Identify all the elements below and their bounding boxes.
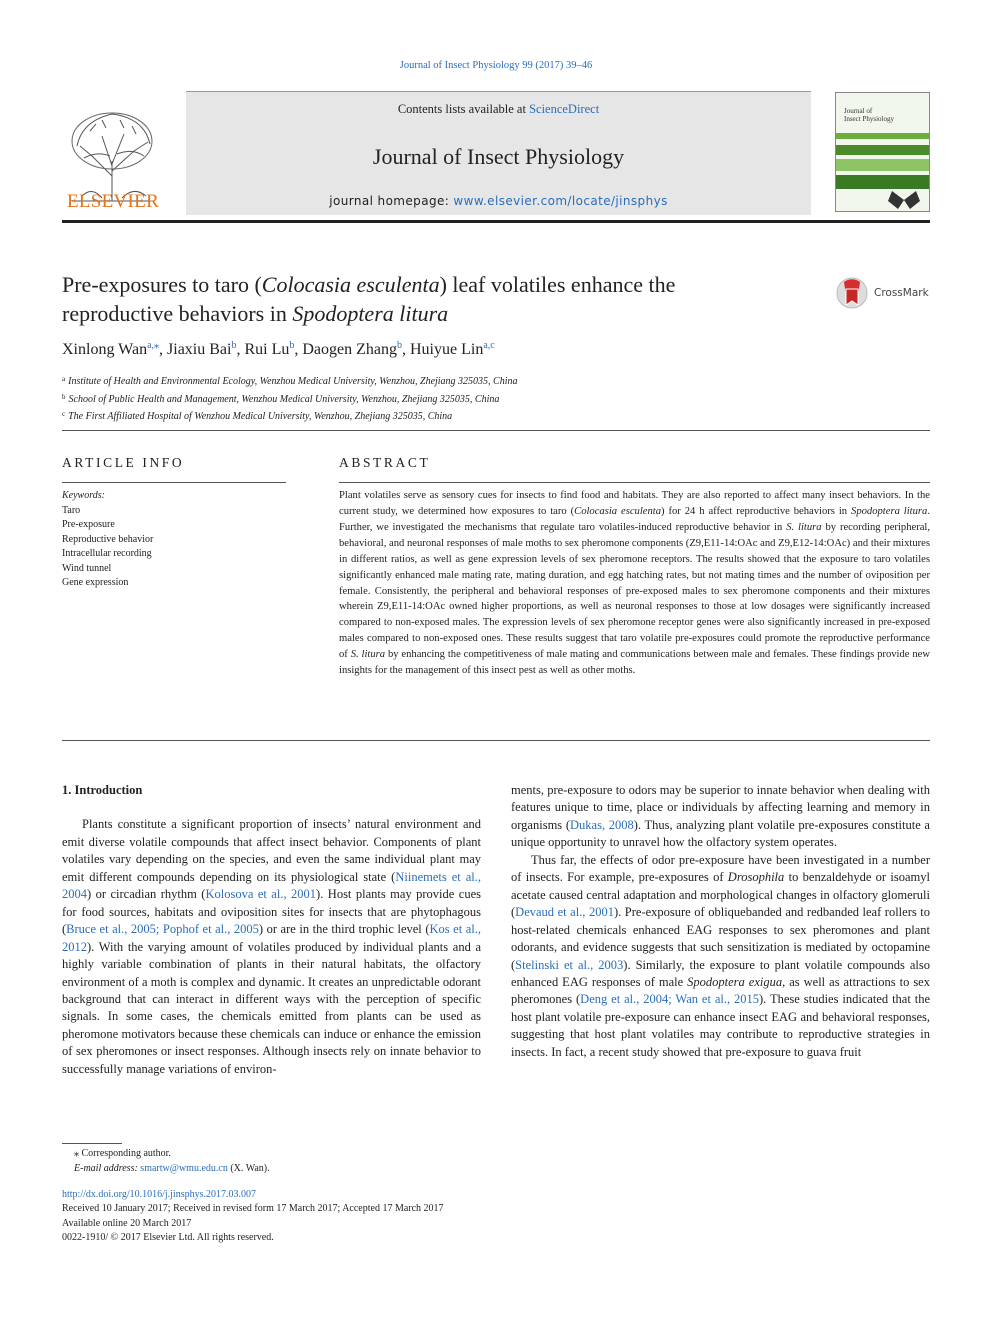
- author-separator: ,: [236, 341, 245, 358]
- introduction-text-right: [511, 782, 930, 1061]
- body-text: ments, pre-exposure to odors may be superior to innate behavior when dealing with features unique to time, place or individuals by affecting learning and memory in organisms (: [511, 783, 930, 832]
- author-email-link[interactable]: smartw@wmu.edu.cn: [140, 1163, 228, 1174]
- article-info-rule: [62, 482, 286, 483]
- citation-link[interactable]: Deng et al., 2004; Wan et al., 2015: [580, 992, 760, 1007]
- body-text: ). These studies indicated that the host plant volatile pre-exposure can enhance insect EAG and behavioral responses, suggesting that host plant volatiles may contribute to reproductive strategies in insects. In fact, a recent study showed that pre-exposure to guava fruit: [511, 992, 930, 1059]
- introduction-text-left: [62, 816, 481, 1078]
- crossmark-icon: [836, 277, 868, 309]
- doi-link[interactable]: http://dx.doi.org/10.1016/j.jinsphys.2017.03.007: [62, 1189, 256, 1200]
- keywords-list: [62, 504, 286, 591]
- intro-paragraph: [62, 816, 481, 1078]
- journal-name: Journal of Insect Physiology: [372, 144, 625, 169]
- body-column-left: [62, 782, 481, 1078]
- affiliation-divider: [62, 430, 930, 431]
- citation-link[interactable]: Niinemets et al., 2004: [62, 869, 482, 902]
- sciencedirect-link[interactable]: ScienceDirect: [529, 102, 600, 116]
- species-name: Spodoptera exigua: [687, 974, 783, 989]
- author-name[interactable]: Jiaxiu Bai: [167, 341, 232, 358]
- keywords-label: Keywords:: [62, 490, 105, 501]
- affiliation-mark: a: [62, 375, 66, 383]
- author-list: [62, 340, 822, 359]
- author-affiliation-mark[interactable]: b: [289, 340, 295, 351]
- citation-link[interactable]: Devaud et al., 2001: [515, 905, 614, 920]
- body-text: ). Thus, analyzing plant volatile pre-exposures constitute a unique opportunity to unravel how the olfactory system operates.: [511, 817, 930, 850]
- author-name[interactable]: Rui Lu: [244, 341, 290, 358]
- citation-link[interactable]: Dukas, 2008: [570, 817, 634, 832]
- affiliation-list: [62, 372, 822, 425]
- keyword-item: Pre-exposure: [62, 519, 115, 530]
- author-affiliation-mark[interactable]: b: [231, 340, 237, 351]
- body-text: ) or circadian rhythm (: [87, 887, 206, 902]
- corresponding-author-note: ⁎ Corresponding author.: [74, 1148, 171, 1159]
- article-info-heading: ARTICLE INFO: [62, 455, 185, 470]
- abstract-divider: [62, 740, 930, 741]
- introduction-heading: 1. Introduction: [62, 783, 143, 797]
- author-separator: ,: [402, 341, 410, 358]
- intro-paragraph: [511, 852, 930, 1061]
- citation-link[interactable]: Kos et al., 2012: [62, 922, 481, 954]
- body-column-right: [511, 782, 930, 1061]
- elsevier-wordmark: ELSEVIER: [66, 191, 160, 212]
- journal-citation-link[interactable]: Journal of Insect Physiology 99 (2017) 39–46: [399, 60, 593, 71]
- cover-stripe: [836, 159, 929, 171]
- keyword-item: Intracellular recording: [62, 548, 152, 559]
- affiliation-mark: b: [62, 392, 66, 401]
- citation-link[interactable]: Kolosova et al., 2001: [205, 887, 317, 902]
- keyword-item: Reproductive behavior: [62, 533, 154, 545]
- body-text: ). Pre-exposure of obliquebanded and redbanded leaf rollers to host-related chemicals enhanced EAG responses to sex pheromones and plant odorants, and evidence suggests that such sensitization is mediated by octopamine (: [511, 905, 930, 972]
- article-title: Pre-exposures to taro (Colocasia esculenta) leaf volatiles enhance the reproductive behaviors in Spodoptera litura: [62, 272, 676, 326]
- abstract-rule: [339, 482, 930, 483]
- publication-info: [62, 1188, 662, 1245]
- header-divider: [62, 220, 930, 223]
- body-text: Thus far, the effects of odor pre-exposure have been investigated in a number of insects. For example, pre-exposures of: [511, 852, 930, 885]
- journal-cover-thumbnail[interactable]: [835, 92, 930, 212]
- author-name[interactable]: Huiyue Lin: [410, 341, 484, 358]
- affiliation-item: [62, 390, 822, 408]
- affiliation-text: School of Public Health and Management, Wenzhou Medical University, Wenzhou, Zhejiang 325035, China: [68, 393, 500, 405]
- body-text: ). Similarly, the exposure to plant volatile compounds also enhanced EAG responses of male: [511, 957, 930, 989]
- author-separator: ,: [294, 341, 303, 358]
- available-online-date: Available online 20 March 2017: [62, 1217, 192, 1229]
- crossmark-button[interactable]: [836, 277, 932, 311]
- intro-paragraph-continued: [511, 782, 930, 852]
- received-dates: Received 10 January 2017; Received in revised form 17 March 2017; Accepted 17 March 2017: [62, 1203, 444, 1215]
- abstract-heading: ABSTRACT: [339, 455, 431, 470]
- journal-banner: [186, 91, 811, 215]
- body-text: to benzaldehyde or isoamyl acetate caused central adaptation and morphological changes in olfactory glomeruli (: [511, 870, 930, 920]
- cover-stripe: [836, 133, 929, 139]
- species-name: Drosophila: [727, 870, 785, 885]
- body-text: , as well as attractions to sex pheromones (: [511, 974, 930, 1007]
- affiliation-item: [62, 372, 822, 390]
- footnote-rule: [62, 1143, 122, 1144]
- journal-homepage-link[interactable]: www.elsevier.com/locate/jinsphys: [453, 194, 668, 208]
- affiliation-item: [62, 407, 822, 425]
- citation-link[interactable]: Stelinski et al., 2003: [515, 957, 624, 972]
- cover-title: Journal of Insect Physiology: [844, 107, 894, 123]
- footnotes: [62, 1146, 562, 1176]
- cover-stripe: [836, 145, 929, 155]
- body-text: ). Host plants may provide cues for food sources, habitats and oviposition sites for insects that are phytophagous (: [62, 887, 481, 937]
- contents-available-line: Contents lists available at ScienceDirect: [397, 102, 600, 116]
- affiliation-text: The First Affiliated Hospital of Wenzhou Medical University, Wenzhou, Zhejiang 325035, China: [68, 411, 453, 423]
- citation-link[interactable]: Bruce et al., 2005; Pophof et al., 2005: [66, 922, 259, 937]
- keyword-item: Taro: [62, 504, 81, 516]
- crossmark-label: CrossMark: [874, 287, 929, 299]
- affiliation-text: Institute of Health and Environmental Ecology, Wenzhou Medical University, Wenzhou, Zhejiang 325035, China: [68, 376, 518, 387]
- author-affiliation-mark[interactable]: a,c: [483, 340, 495, 351]
- author-affiliation-mark[interactable]: b: [397, 340, 402, 351]
- email-note: E-mail address: smartw@wmu.edu.cn (X. Wan).: [74, 1163, 270, 1174]
- journal-homepage-line: journal homepage: www.elsevier.com/locate/jinsphys: [329, 194, 668, 208]
- body-text: ). With the varying amount of volatiles produced by individual plants and a highly variable combination of plants in their natural habitats, the olfactory environment of a moth is complex and dynamic. It creates an unpredictable odorant background that can interact in different ways with the perception of specific signals. In some cases, the chemicals emitted from plants can be used as pheromone motivators because these chemicals can induce or enhance the emission of sex pheromones or insect responses. Although insects rely on innate behavior to successfully manage variations of environ-: [62, 939, 481, 1076]
- author-separator: ,: [159, 341, 168, 358]
- author-name[interactable]: Xinlong Wan: [62, 341, 148, 358]
- keywords-block: [62, 489, 286, 591]
- butterfly-icon: [884, 189, 924, 211]
- body-text: ) or are in the third trophic level (: [258, 922, 430, 937]
- copyright-line: 0022-1910/ © 2017 Elsevier Ltd. All rights reserved.: [62, 1231, 274, 1243]
- cover-stripe: [836, 175, 929, 189]
- keyword-item: Wind tunnel: [62, 562, 112, 574]
- body-text: Plants constitute a significant proportion of insects’ natural environment and emit diverse volatile compounds that affect insect behavior. Components of plant volatiles vary depending on the species, and even the same individual plant may emit different compounds depending on its physiological state (: [62, 817, 481, 884]
- author-name[interactable]: Daogen Zhang: [302, 341, 397, 358]
- affiliation-mark: c: [62, 410, 66, 419]
- journal-header: [62, 91, 930, 215]
- author-affiliation-mark[interactable]: a,⁎: [147, 340, 160, 351]
- abstract-text: Plant volatiles serve as sensory cues for insects to find food and habitats. They are also reported to affect many insect behaviors. In the current study, we determined how exposures to taro (Colocasia esculenta) for 24 h affect reproductive behaviors in Spodoptera litura. Further, we investigated the mechanisms that regulate taro volatiles-induced reproductive behavior in S. litura by recording peripheral, behavioral, and neuronal responses of male moths to sex pheromone components (Z9,E11-14:OAc and Z9,E12-14:OAc) and their mixtures in different ratios, as well as gene expression levels of sex pheromone receptors. The results showed that the exposure to taro volatiles significantly enhanced male mating rate, mating duration, and egg hatching rates, but not mating times and the number of oviposition per female. Consistently, the peripheral and behavioral responses of pre-exposed males to sex pheromone components and their mixtures wherein Z9,E11-14:OAc owned higher proportions, as well as neuronal responses to those at low dosages were significantly increased compared to non-exposed males. The expression levels of sex pheromone receptor genes were also significantly increased in pre-exposed males compared to non-exposed ones. These results suggest that taro volatile pre-exposures could promote the reproductive performance of S. litura by enhancing the competitiveness of male mating and communications between male and females. These findings provide new insights for the management of this insect pest as well as other moths.: [339, 490, 931, 677]
- keyword-item: Gene expression: [62, 577, 129, 588]
